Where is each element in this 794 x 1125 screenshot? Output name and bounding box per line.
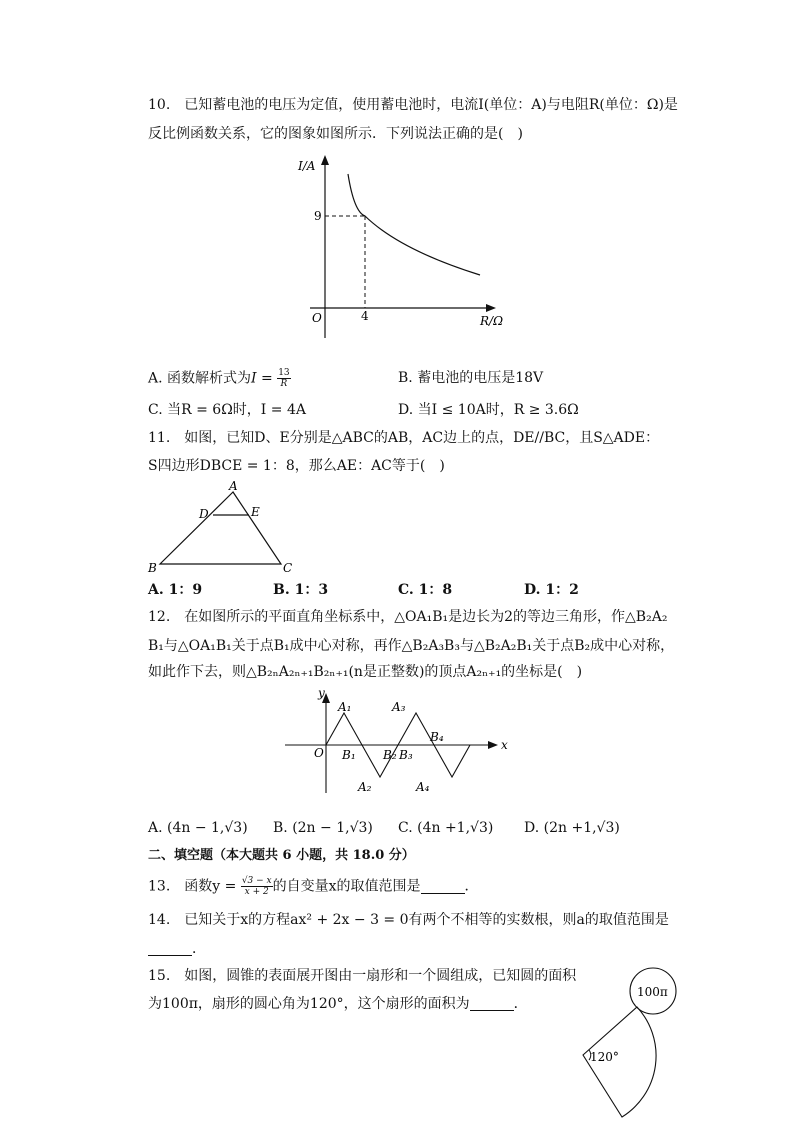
q14-answer-blank[interactable] — [148, 941, 192, 956]
q12-option-d[interactable]: D. (2n +1,√3) — [524, 820, 620, 836]
q11-option-b[interactable]: B. 1：3 — [273, 582, 329, 598]
vertex-b-label: B — [148, 561, 157, 575]
q15-answer-blank[interactable] — [470, 996, 514, 1011]
q12-option-b[interactable]: B. (2n − 1,√3) — [273, 820, 373, 836]
sqrt-fraction: $\frac{√3 - x}{x + 2}$ — [241, 876, 272, 897]
point-d-label: D — [199, 507, 209, 521]
vertex-c-label: C — [283, 561, 293, 575]
q13-answer-blank[interactable] — [421, 879, 465, 894]
point-b1-label: B₁ — [342, 748, 356, 762]
point-a3-label: A₃ — [392, 700, 406, 714]
circle-area-label: 100π — [637, 985, 668, 999]
point-b3-label: B₃ — [399, 748, 413, 762]
y-tick-label: 9 — [314, 209, 322, 223]
y-axis-label: I/A — [298, 159, 316, 173]
q12-zigzag-figure — [280, 685, 520, 800]
origin-label: O — [314, 746, 324, 760]
q13-line: 13. 函数y = $\frac{√3 - x}{x + 2}$ 的自变量x的取值范围是 ． — [148, 876, 479, 897]
q12-option-a[interactable]: A. (4n − 1,√3) — [148, 820, 248, 836]
point-b4-label: B₄ — [430, 730, 444, 744]
q14-line1: 14. 已知关于x的方程ax² + 2x − 3 = 0有两个不相等的实数根，则a的取值范围是 — [148, 912, 669, 928]
q10-line1: 10. 已知蓄电池的电压为定值，使用蓄电池时，电流I(单位：A)与电阻R(单位：Ω)是 — [148, 97, 678, 113]
origin-label: O — [312, 311, 322, 325]
q11-option-d[interactable]: D. 1：2 — [524, 582, 579, 598]
q12-line3: 如此作下去，则△B₂ₙA₂ₙ₊₁B₂ₙ₊₁(n是正整数)的顶点A₂ₙ₊₁的坐标是( ) — [148, 664, 583, 680]
y-axis-label: y — [318, 686, 325, 700]
q10-option-d[interactable]: D. 当I ≤ 10A时，R ≥ 3.6Ω — [398, 402, 579, 418]
x-axis-label: R/Ω — [480, 314, 504, 328]
q10-option-b[interactable]: B. 蓄电池的电压是18V — [398, 370, 544, 386]
q15-cone-net-figure — [575, 965, 685, 1125]
q10-option-a[interactable]: A. 函数解析式为I = $\frac{13}{R}$ — [148, 368, 290, 389]
q14-line2: ． — [148, 939, 206, 959]
q11-line2: S四边形DBCE = 1：8，那么AE：AC等于( ) — [148, 458, 445, 474]
q11-triangle-figure — [145, 480, 300, 575]
q12-line2: B₁与△OA₁B₁关于点B₁成中心对称，再作△B₂A₃B₃与△B₂A₂B₁关于点B₂成中心对称， — [148, 638, 675, 654]
point-a1-label: A₁ — [338, 700, 352, 714]
point-a2-label: A₂ — [358, 780, 372, 794]
point-b2-label: B₂ — [383, 748, 397, 762]
q10-option-c[interactable]: C. 当R = 6Ω时，I = 4A — [148, 402, 306, 418]
q12-line1: 12. 在如图所示的平面直角坐标系中，△OA₁B₁是边长为2的等边三角形，作△B₂A₂ — [148, 609, 668, 625]
sector-angle-label: 120° — [590, 1050, 619, 1064]
q15-line1: 15. 如图，圆锥的表面展开图由一扇形和一个圆组成，已知圆的面积 — [148, 968, 577, 984]
q10-line2: 反比例函数关系，它的图象如图所示．下列说法正确的是( ) — [148, 126, 523, 142]
point-e-label: E — [251, 505, 260, 519]
q15-line2: 为100π，扇形的圆心角为120°，这个扇形的面积为 ． — [148, 996, 528, 1012]
q11-line1: 11. 如图，已知D、E分别是△ABC的AB，AC边上的点，DE//BC，且S△ADE： — [148, 430, 660, 446]
q10-inverse-graph — [290, 150, 510, 340]
vertex-a-label: A — [229, 479, 238, 493]
section-2-heading: 二、填空题（本大题共 6 小题，共 18.0 分） — [148, 848, 415, 863]
fraction-13-over-r: $\frac{13}{R}$ — [278, 368, 290, 389]
point-a4-label: A₄ — [416, 780, 430, 794]
x-tick-label: 4 — [361, 309, 369, 323]
q11-option-c[interactable]: C. 1：8 — [398, 582, 453, 598]
q12-option-c[interactable]: C. (4n +1,√3) — [398, 820, 494, 836]
q11-option-a[interactable]: A. 1：9 — [148, 582, 203, 598]
x-axis-label: x — [501, 738, 508, 752]
